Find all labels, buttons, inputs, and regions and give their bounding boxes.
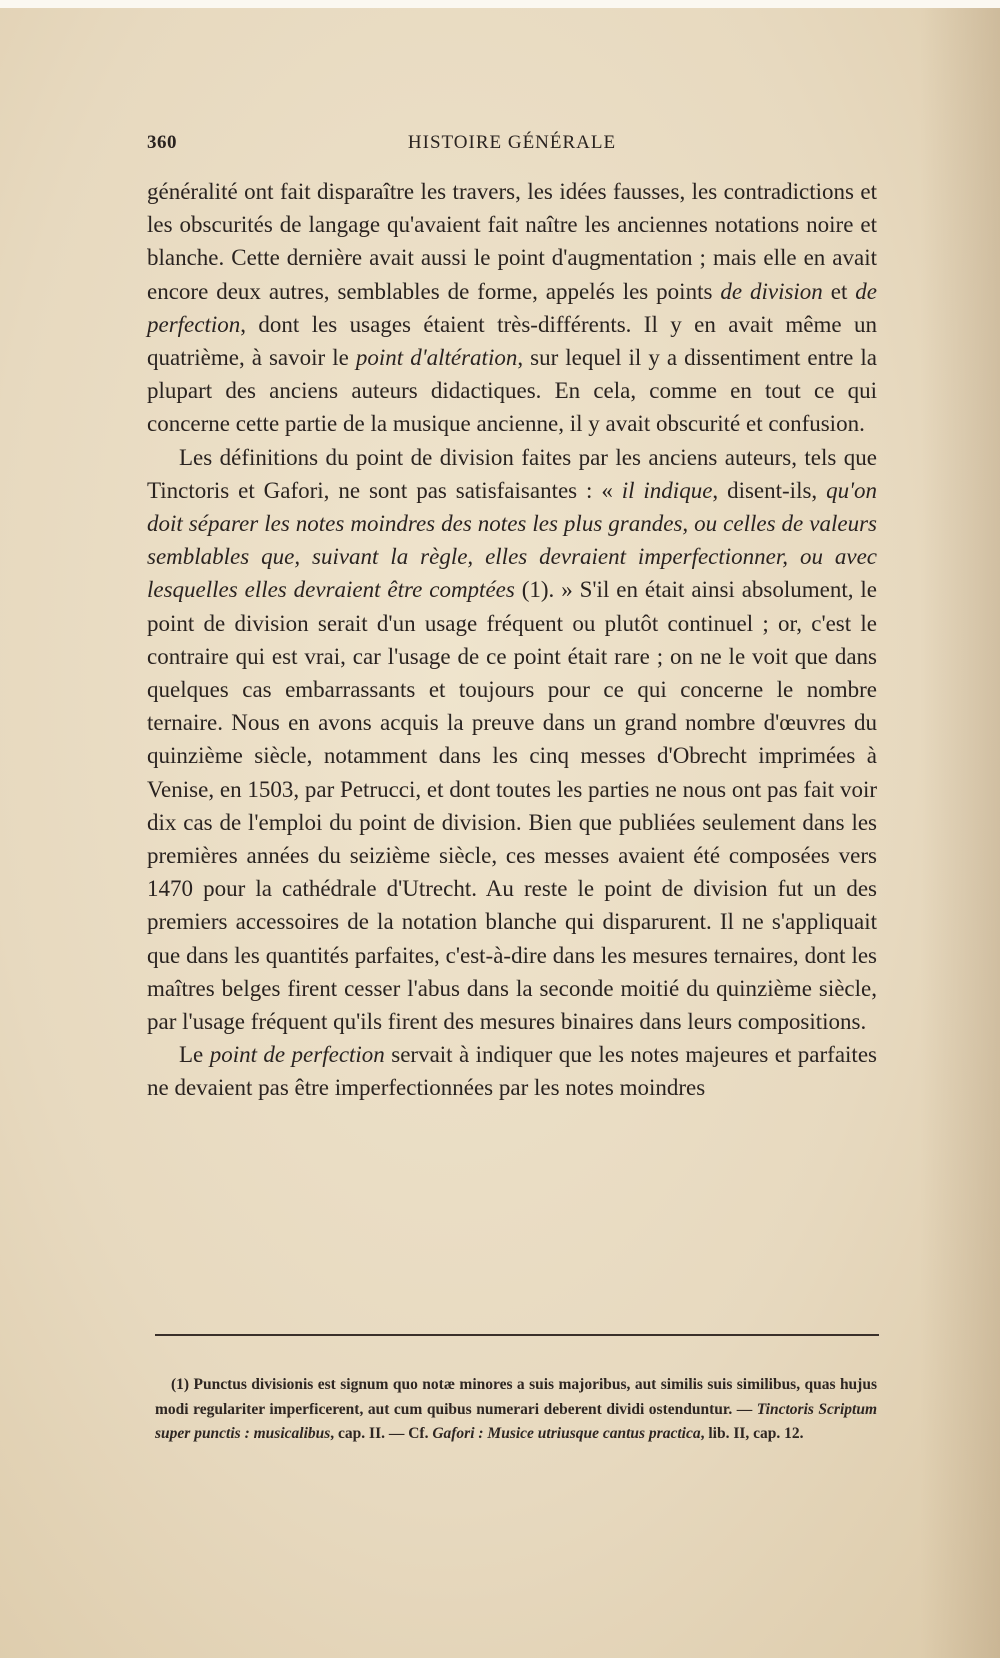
italic-text: qu'on doit séparer les notes moindres des notes les plus grandes, ou celles de valeurs semblables que, suivant la règle, elles devraient imperfectionner, ou avec lesquelles elles devraient être comptées [147,477,877,603]
paragraph [147,1038,877,1104]
text-run: , dont les usages étaient très-différents. Il y en avait même un quatrième, à savoir le [147,311,877,371]
page-header [147,132,877,162]
text-run: , cap. II. — Cf. [330,1425,433,1442]
paragraph [147,175,877,441]
text-run: servait à indiquer que les notes majeures et parfaites ne devaient pas être imperfectionnées par les notes moindres [147,1042,877,1101]
italic-text: point d'altération [355,345,518,371]
paragraph [147,441,877,1039]
text-run: , disent-ils, [712,477,827,503]
text-run: Les définitions du point de division faites par les anciens auteurs, tels que Tinctoris et Gafori, ne sont pas satisfaisantes : « [147,444,877,503]
text-run: , sur lequel il y a dissentiment entre la plupart des anciens auteurs didactiques. En cela, comme en tout ce qui concerne cette partie de la musique ancienne, il y avait obscurité et confusion. [147,345,878,437]
footnote [155,1373,877,1447]
text-run: et [822,278,856,304]
italic-text: il indique [621,477,713,503]
footnote-text [155,1373,877,1447]
italic-text: point de perfection [209,1042,385,1068]
running-title: HISTOIRE GÉNÉRALE [407,132,617,153]
italic-text: de division [720,278,823,304]
text-run: (1) Punctus divisionis est signum quo notæ minores a suis majoribus, aut similis suis similibus, quas hujus modi regulariter imperficerent, aut cum quibus numerari deberent dividi ostenduntur. — [155,1376,877,1418]
text-run: (1). » S'il en était ainsi absolument, le point de division serait d'un usage fréquent ou plutôt continuel ; or, c'est le contraire qui est vrai, car l'usage de ce point était rare ; on ne le voit que dans quelques cas embarrassants et toujours pour ce qui concerne le nombre ternaire. Nous en avons acquis la preuve dans un grand nombre d'œuvres du quinzième siècle, notamment dans les cinq messes d'Obrecht imprimées à Venise, en 1503, par Petrucci, et dont toutes les parties ne nous ont pas fait voir dix cas de l'emploi du point de division. Bien que publiées seulement dans les premières années du seizième siècle, ces messes avaient été composées vers 1470 pour la cathédrale d'Utrecht. Au reste le point de division fut un des premiers accessoires de la notation blanche qui disparurent. Il ne s'appliquait que dans les quantités parfaites, c'est-à-dire dans les mesures ternaires, dont les maîtres belges firent cesser l'abus dans la seconde moitié du quinzième siècle, par l'usage fréquent qu'ils firent des mesures binaires dans leurs compositions. [147,577,878,1035]
italic-text: de perfection [147,278,877,337]
footnote-divider [155,1334,879,1336]
italic-text: Gafori : Musice utriusque cantus practica [432,1425,701,1442]
italic-text: Tinctoris Scriptum super punctis : musicalibus [155,1400,878,1442]
text-run: , lib. II, cap. 12. [700,1425,804,1442]
main-text [147,175,877,1105]
text-run: Le [179,1042,210,1068]
text-run: généralité ont fait disparaître les travers, les idées fausses, les contradictions et les obscurités de langage qu'avaient fait naître les anciennes notations noire et blanche. Cette dernière avait aussi le point d'augmentation ; mais elle en avait encore deux autres, semblables de forme, appelés les points [147,179,877,304]
page-number: 360 [147,132,177,153]
